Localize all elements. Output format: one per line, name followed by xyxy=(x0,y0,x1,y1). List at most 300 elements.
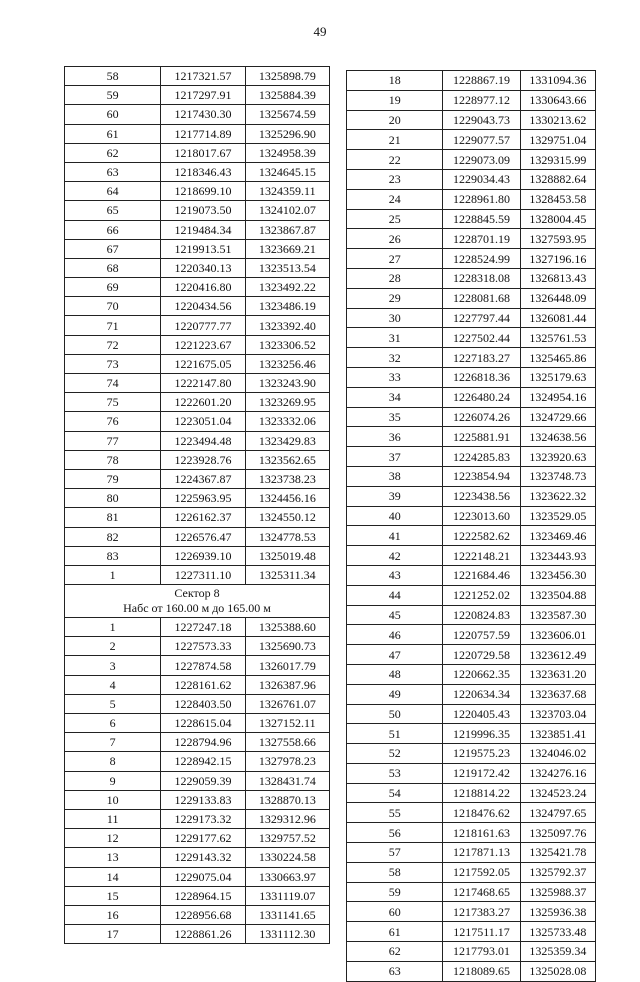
point-number-cell: 59 xyxy=(65,86,161,105)
table-row xyxy=(65,143,330,162)
y-coordinate-cell: 1329757.52 xyxy=(245,829,329,848)
y-coordinate-cell: 1331094.36 xyxy=(520,71,595,91)
y-coordinate-cell: 1323631.20 xyxy=(520,664,595,684)
point-number-cell: 6 xyxy=(65,714,161,733)
table-row xyxy=(65,412,330,431)
y-coordinate-cell: 1325792.37 xyxy=(520,862,595,882)
y-coordinate-cell: 1325988.37 xyxy=(520,882,595,902)
table-row xyxy=(65,656,330,675)
table-row xyxy=(347,150,596,170)
table-row xyxy=(65,354,330,373)
point-number-cell: 4 xyxy=(65,675,161,694)
y-coordinate-cell: 1328004.45 xyxy=(520,209,595,229)
x-coordinate-cell: 1217468.65 xyxy=(443,882,520,902)
x-coordinate-cell: 1228615.04 xyxy=(161,714,245,733)
point-number-cell: 10 xyxy=(65,790,161,809)
table-row xyxy=(347,565,596,585)
point-number-cell: 45 xyxy=(347,605,443,625)
x-coordinate-cell: 1229133.83 xyxy=(161,790,245,809)
y-coordinate-cell: 1325179.63 xyxy=(520,367,595,387)
y-coordinate-cell: 1324958.39 xyxy=(245,143,329,162)
point-number-cell: 32 xyxy=(347,348,443,368)
y-coordinate-cell: 1323703.04 xyxy=(520,704,595,724)
table-row xyxy=(65,297,330,316)
y-coordinate-cell: 1325028.08 xyxy=(520,961,595,981)
y-coordinate-cell: 1324550.12 xyxy=(245,508,329,527)
point-number-cell: 37 xyxy=(347,447,443,467)
table-row xyxy=(347,249,596,269)
x-coordinate-cell: 1217793.01 xyxy=(443,942,520,962)
point-number-cell: 41 xyxy=(347,526,443,546)
table-row xyxy=(65,450,330,469)
x-coordinate-cell: 1229034.43 xyxy=(443,169,520,189)
y-coordinate-cell: 1323332.06 xyxy=(245,412,329,431)
point-number-cell: 53 xyxy=(347,763,443,783)
x-coordinate-cell: 1229177.62 xyxy=(161,829,245,848)
point-number-cell: 69 xyxy=(65,278,161,297)
y-coordinate-cell: 1323587.30 xyxy=(520,605,595,625)
table-row xyxy=(65,393,330,412)
point-number-cell: 29 xyxy=(347,288,443,308)
y-coordinate-cell: 1325761.53 xyxy=(520,328,595,348)
y-coordinate-cell: 1328882.64 xyxy=(520,169,595,189)
left-table-body-a xyxy=(65,67,330,585)
y-coordinate-cell: 1323492.22 xyxy=(245,278,329,297)
sector-header-row xyxy=(65,585,330,618)
table-row xyxy=(65,162,330,181)
table-row xyxy=(347,763,596,783)
x-coordinate-cell: 1229173.32 xyxy=(161,809,245,828)
y-coordinate-cell: 1331119.07 xyxy=(245,886,329,905)
y-coordinate-cell: 1324638.56 xyxy=(520,427,595,447)
point-number-cell: 14 xyxy=(65,867,161,886)
table-row xyxy=(65,886,330,905)
table-row xyxy=(347,189,596,209)
x-coordinate-cell: 1229073.09 xyxy=(443,150,520,170)
left-table-body-b xyxy=(65,618,330,944)
point-number-cell: 19 xyxy=(347,90,443,110)
y-coordinate-cell: 1324954.16 xyxy=(520,387,595,407)
point-number-cell: 34 xyxy=(347,387,443,407)
x-coordinate-cell: 1220416.80 xyxy=(161,278,245,297)
point-number-cell: 52 xyxy=(347,744,443,764)
table-row xyxy=(347,625,596,645)
table-row xyxy=(65,469,330,488)
point-number-cell: 60 xyxy=(65,105,161,124)
y-coordinate-cell: 1325465.86 xyxy=(520,348,595,368)
point-number-cell: 49 xyxy=(347,684,443,704)
x-coordinate-cell: 1218814.22 xyxy=(443,783,520,803)
sector-header-group xyxy=(65,585,330,618)
table-row xyxy=(347,684,596,704)
x-coordinate-cell: 1222582.62 xyxy=(443,526,520,546)
table-row xyxy=(347,862,596,882)
point-number-cell: 38 xyxy=(347,466,443,486)
point-number-cell: 33 xyxy=(347,367,443,387)
y-coordinate-cell: 1330224.58 xyxy=(245,848,329,867)
y-coordinate-cell: 1329312.96 xyxy=(245,809,329,828)
x-coordinate-cell: 1228794.96 xyxy=(161,733,245,752)
table-row xyxy=(65,105,330,124)
table-row xyxy=(347,744,596,764)
point-number-cell: 61 xyxy=(347,922,443,942)
point-number-cell: 82 xyxy=(65,527,161,546)
table-row xyxy=(347,942,596,962)
point-number-cell: 2 xyxy=(65,637,161,656)
x-coordinate-cell: 1224285.83 xyxy=(443,447,520,467)
x-coordinate-cell: 1223854.94 xyxy=(443,466,520,486)
x-coordinate-cell: 1228701.19 xyxy=(443,229,520,249)
x-coordinate-cell: 1228956.68 xyxy=(161,905,245,924)
table-row xyxy=(347,922,596,942)
point-number-cell: 54 xyxy=(347,783,443,803)
y-coordinate-cell: 1324456.16 xyxy=(245,489,329,508)
x-coordinate-cell: 1217430.30 xyxy=(161,105,245,124)
point-number-cell: 17 xyxy=(65,925,161,944)
table-row xyxy=(65,618,330,637)
y-coordinate-cell: 1323504.88 xyxy=(520,585,595,605)
point-number-cell: 56 xyxy=(347,823,443,843)
point-number-cell: 27 xyxy=(347,249,443,269)
table-row xyxy=(65,565,330,584)
point-number-cell: 5 xyxy=(65,694,161,713)
point-number-cell: 16 xyxy=(65,905,161,924)
x-coordinate-cell: 1220824.83 xyxy=(443,605,520,625)
y-coordinate-cell: 1328453.58 xyxy=(520,189,595,209)
x-coordinate-cell: 1228867.19 xyxy=(443,71,520,91)
y-coordinate-cell: 1327196.16 xyxy=(520,249,595,269)
x-coordinate-cell: 1219913.51 xyxy=(161,239,245,258)
y-coordinate-cell: 1325936.38 xyxy=(520,902,595,922)
table-row xyxy=(65,752,330,771)
x-coordinate-cell: 1220757.59 xyxy=(443,625,520,645)
x-coordinate-cell: 1228081.68 xyxy=(443,288,520,308)
y-coordinate-cell: 1323392.40 xyxy=(245,316,329,335)
y-coordinate-cell: 1323529.05 xyxy=(520,506,595,526)
y-coordinate-cell: 1323306.52 xyxy=(245,335,329,354)
table-row xyxy=(347,110,596,130)
y-coordinate-cell: 1325898.79 xyxy=(245,67,329,86)
point-number-cell: 62 xyxy=(347,942,443,962)
point-number-cell: 28 xyxy=(347,268,443,288)
page-number: 49 xyxy=(313,24,327,39)
point-number-cell: 44 xyxy=(347,585,443,605)
point-number-cell: 13 xyxy=(65,848,161,867)
x-coordinate-cell: 1226074.26 xyxy=(443,407,520,427)
table-row xyxy=(347,367,596,387)
y-coordinate-cell: 1323637.68 xyxy=(520,684,595,704)
point-number-cell: 46 xyxy=(347,625,443,645)
y-coordinate-cell: 1323738.23 xyxy=(245,469,329,488)
table-row xyxy=(347,407,596,427)
point-number-cell: 70 xyxy=(65,297,161,316)
point-number-cell: 78 xyxy=(65,450,161,469)
table-row xyxy=(65,867,330,886)
table-row xyxy=(347,288,596,308)
point-number-cell: 26 xyxy=(347,229,443,249)
left-coordinates-table xyxy=(64,66,330,944)
x-coordinate-cell: 1218476.62 xyxy=(443,803,520,823)
x-coordinate-cell: 1227311.10 xyxy=(161,565,245,584)
x-coordinate-cell: 1227797.44 xyxy=(443,308,520,328)
y-coordinate-cell: 1327558.66 xyxy=(245,733,329,752)
point-number-cell: 73 xyxy=(65,354,161,373)
x-coordinate-cell: 1219996.35 xyxy=(443,724,520,744)
table-row xyxy=(347,348,596,368)
x-coordinate-cell: 1217383.27 xyxy=(443,902,520,922)
table-row xyxy=(65,733,330,752)
x-coordinate-cell: 1228318.08 xyxy=(443,268,520,288)
point-number-cell: 21 xyxy=(347,130,443,150)
y-coordinate-cell: 1326081.44 xyxy=(520,308,595,328)
x-coordinate-cell: 1220729.58 xyxy=(443,645,520,665)
x-coordinate-cell: 1218346.43 xyxy=(161,162,245,181)
point-number-cell: 7 xyxy=(65,733,161,752)
y-coordinate-cell: 1327593.95 xyxy=(520,229,595,249)
point-number-cell: 55 xyxy=(347,803,443,823)
x-coordinate-cell: 1225881.91 xyxy=(443,427,520,447)
table-row xyxy=(347,605,596,625)
point-number-cell: 61 xyxy=(65,124,161,143)
y-coordinate-cell: 1330663.97 xyxy=(245,867,329,886)
y-coordinate-cell: 1325690.73 xyxy=(245,637,329,656)
y-coordinate-cell: 1324778.53 xyxy=(245,527,329,546)
table-row xyxy=(65,201,330,220)
y-coordinate-cell: 1323669.21 xyxy=(245,239,329,258)
table-row xyxy=(65,694,330,713)
y-coordinate-cell: 1326017.79 xyxy=(245,656,329,675)
y-coordinate-cell: 1323867.87 xyxy=(245,220,329,239)
y-coordinate-cell: 1325884.39 xyxy=(245,86,329,105)
x-coordinate-cell: 1217592.05 xyxy=(443,862,520,882)
table-row xyxy=(347,169,596,189)
point-number-cell: 80 xyxy=(65,489,161,508)
y-coordinate-cell: 1324276.16 xyxy=(520,763,595,783)
x-coordinate-cell: 1229143.32 xyxy=(161,848,245,867)
point-number-cell: 15 xyxy=(65,886,161,905)
x-coordinate-cell: 1228961.80 xyxy=(443,189,520,209)
table-row xyxy=(65,220,330,239)
y-coordinate-cell: 1323269.95 xyxy=(245,393,329,412)
table-row xyxy=(347,387,596,407)
y-coordinate-cell: 1323513.54 xyxy=(245,258,329,277)
y-coordinate-cell: 1326448.09 xyxy=(520,288,595,308)
table-row xyxy=(65,925,330,944)
x-coordinate-cell: 1222147.80 xyxy=(161,374,245,393)
y-coordinate-cell: 1324523.24 xyxy=(520,783,595,803)
point-number-cell: 8 xyxy=(65,752,161,771)
table-row xyxy=(347,268,596,288)
table-row xyxy=(347,71,596,91)
point-number-cell: 25 xyxy=(347,209,443,229)
y-coordinate-cell: 1326761.07 xyxy=(245,694,329,713)
table-row xyxy=(65,771,330,790)
x-coordinate-cell: 1228524.99 xyxy=(443,249,520,269)
table-row xyxy=(347,486,596,506)
y-coordinate-cell: 1327152.11 xyxy=(245,714,329,733)
point-number-cell: 76 xyxy=(65,412,161,431)
x-coordinate-cell: 1222601.20 xyxy=(161,393,245,412)
y-coordinate-cell: 1325359.34 xyxy=(520,942,595,962)
point-number-cell: 62 xyxy=(65,143,161,162)
table-row xyxy=(347,427,596,447)
table-row xyxy=(65,829,330,848)
x-coordinate-cell: 1220662.35 xyxy=(443,664,520,684)
point-number-cell: 36 xyxy=(347,427,443,447)
table-row xyxy=(65,67,330,86)
y-coordinate-cell: 1323469.46 xyxy=(520,526,595,546)
point-number-cell: 9 xyxy=(65,771,161,790)
point-number-cell: 63 xyxy=(65,162,161,181)
y-coordinate-cell: 1324102.07 xyxy=(245,201,329,220)
point-number-cell: 12 xyxy=(65,829,161,848)
point-number-cell: 23 xyxy=(347,169,443,189)
x-coordinate-cell: 1218017.67 xyxy=(161,143,245,162)
x-coordinate-cell: 1227502.44 xyxy=(443,328,520,348)
x-coordinate-cell: 1228861.26 xyxy=(161,925,245,944)
x-coordinate-cell: 1228977.12 xyxy=(443,90,520,110)
point-number-cell: 50 xyxy=(347,704,443,724)
y-coordinate-cell: 1330213.62 xyxy=(520,110,595,130)
point-number-cell: 83 xyxy=(65,546,161,565)
x-coordinate-cell: 1217714.89 xyxy=(161,124,245,143)
x-coordinate-cell: 1229075.04 xyxy=(161,867,245,886)
table-row xyxy=(347,308,596,328)
point-number-cell: 43 xyxy=(347,565,443,585)
point-number-cell: 51 xyxy=(347,724,443,744)
table-row xyxy=(347,704,596,724)
point-number-cell: 74 xyxy=(65,374,161,393)
x-coordinate-cell: 1226576.47 xyxy=(161,527,245,546)
point-number-cell: 31 xyxy=(347,328,443,348)
x-coordinate-cell: 1220434.56 xyxy=(161,297,245,316)
point-number-cell: 65 xyxy=(65,201,161,220)
table-row xyxy=(65,637,330,656)
point-number-cell: 47 xyxy=(347,645,443,665)
y-coordinate-cell: 1323456.30 xyxy=(520,565,595,585)
y-coordinate-cell: 1323243.90 xyxy=(245,374,329,393)
x-coordinate-cell: 1226939.10 xyxy=(161,546,245,565)
x-coordinate-cell: 1223494.48 xyxy=(161,431,245,450)
x-coordinate-cell: 1221684.46 xyxy=(443,565,520,585)
table-row xyxy=(347,328,596,348)
x-coordinate-cell: 1222148.21 xyxy=(443,546,520,566)
y-coordinate-cell: 1331141.65 xyxy=(245,905,329,924)
table-row xyxy=(347,229,596,249)
point-number-cell: 71 xyxy=(65,316,161,335)
table-row xyxy=(65,527,330,546)
point-number-cell: 63 xyxy=(347,961,443,981)
y-coordinate-cell: 1323920.63 xyxy=(520,447,595,467)
x-coordinate-cell: 1228161.62 xyxy=(161,675,245,694)
table-row xyxy=(347,447,596,467)
y-coordinate-cell: 1325388.60 xyxy=(245,618,329,637)
right-coordinates-table xyxy=(346,70,596,982)
table-row xyxy=(65,335,330,354)
table-row xyxy=(347,209,596,229)
point-number-cell: 58 xyxy=(65,67,161,86)
table-row xyxy=(347,823,596,843)
table-row xyxy=(65,316,330,335)
y-coordinate-cell: 1325097.76 xyxy=(520,823,595,843)
x-coordinate-cell: 1218089.65 xyxy=(443,961,520,981)
y-coordinate-cell: 1325019.48 xyxy=(245,546,329,565)
point-number-cell: 11 xyxy=(65,809,161,828)
table-row xyxy=(65,124,330,143)
point-number-cell: 1 xyxy=(65,618,161,637)
x-coordinate-cell: 1221675.05 xyxy=(161,354,245,373)
table-row xyxy=(347,506,596,526)
x-coordinate-cell: 1228942.15 xyxy=(161,752,245,771)
y-coordinate-cell: 1324729.66 xyxy=(520,407,595,427)
table-row xyxy=(347,664,596,684)
table-row xyxy=(65,278,330,297)
x-coordinate-cell: 1217511.17 xyxy=(443,922,520,942)
point-number-cell: 75 xyxy=(65,393,161,412)
point-number-cell: 42 xyxy=(347,546,443,566)
y-coordinate-cell: 1323851.41 xyxy=(520,724,595,744)
y-coordinate-cell: 1328431.74 xyxy=(245,771,329,790)
x-coordinate-cell: 1221223.67 xyxy=(161,335,245,354)
table-row xyxy=(65,508,330,527)
point-number-cell: 81 xyxy=(65,508,161,527)
table-row xyxy=(65,675,330,694)
y-coordinate-cell: 1323612.49 xyxy=(520,645,595,665)
y-coordinate-cell: 1324046.02 xyxy=(520,744,595,764)
table-row xyxy=(347,130,596,150)
x-coordinate-cell: 1220777.77 xyxy=(161,316,245,335)
y-coordinate-cell: 1328870.13 xyxy=(245,790,329,809)
x-coordinate-cell: 1220340.13 xyxy=(161,258,245,277)
table-row xyxy=(347,585,596,605)
x-coordinate-cell: 1218699.10 xyxy=(161,182,245,201)
x-coordinate-cell: 1226480.24 xyxy=(443,387,520,407)
table-row xyxy=(347,882,596,902)
y-coordinate-cell: 1327978.23 xyxy=(245,752,329,771)
x-coordinate-cell: 1223928.76 xyxy=(161,450,245,469)
x-coordinate-cell: 1229059.39 xyxy=(161,771,245,790)
point-number-cell: 77 xyxy=(65,431,161,450)
y-coordinate-cell: 1323256.46 xyxy=(245,354,329,373)
x-coordinate-cell: 1221252.02 xyxy=(443,585,520,605)
table-row xyxy=(347,783,596,803)
x-coordinate-cell: 1219073.50 xyxy=(161,201,245,220)
table-row xyxy=(347,724,596,744)
point-number-cell: 57 xyxy=(347,843,443,863)
sector-header-cell xyxy=(65,585,330,618)
y-coordinate-cell: 1326387.96 xyxy=(245,675,329,694)
point-number-cell: 48 xyxy=(347,664,443,684)
table-row xyxy=(347,645,596,665)
point-number-cell: 30 xyxy=(347,308,443,328)
table-row xyxy=(65,374,330,393)
point-number-cell: 59 xyxy=(347,882,443,902)
point-number-cell: 20 xyxy=(347,110,443,130)
y-coordinate-cell: 1330643.66 xyxy=(520,90,595,110)
x-coordinate-cell: 1220405.43 xyxy=(443,704,520,724)
x-coordinate-cell: 1223013.60 xyxy=(443,506,520,526)
table-row xyxy=(65,258,330,277)
table-row xyxy=(65,905,330,924)
point-number-cell: 18 xyxy=(347,71,443,91)
table-row xyxy=(65,714,330,733)
y-coordinate-cell: 1323429.83 xyxy=(245,431,329,450)
x-coordinate-cell: 1219172.42 xyxy=(443,763,520,783)
y-coordinate-cell: 1323748.73 xyxy=(520,466,595,486)
table-row xyxy=(347,526,596,546)
x-coordinate-cell: 1229077.57 xyxy=(443,130,520,150)
x-coordinate-cell: 1220634.34 xyxy=(443,684,520,704)
